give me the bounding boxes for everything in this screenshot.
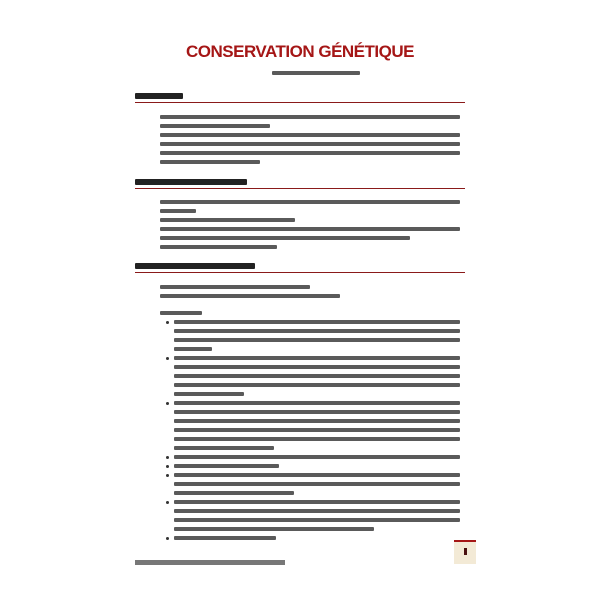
section-heading <box>135 179 247 185</box>
text-line <box>174 383 460 387</box>
text-line <box>174 491 294 495</box>
text-line <box>174 347 212 351</box>
text-line <box>160 151 460 155</box>
text-line <box>174 365 460 369</box>
bullet <box>166 357 169 360</box>
text-line <box>160 200 460 204</box>
text-line <box>174 320 460 324</box>
section-heading <box>135 93 183 99</box>
bullet <box>166 537 169 540</box>
page-number-badge-stripe <box>454 540 476 542</box>
section-heading <box>135 263 255 269</box>
text-line <box>160 245 277 249</box>
text-line <box>174 482 460 486</box>
text-line <box>174 536 276 540</box>
text-line <box>174 356 460 360</box>
text-line <box>160 227 460 231</box>
footer-line <box>135 560 285 565</box>
section-rule <box>135 188 465 189</box>
subtitle-line <box>272 71 360 75</box>
bullet <box>166 321 169 324</box>
text-line <box>160 285 310 289</box>
text-line <box>174 518 460 522</box>
text-line <box>160 115 460 119</box>
text-line <box>174 410 460 414</box>
text-line <box>174 473 460 477</box>
text-line <box>174 446 274 450</box>
text-line <box>174 464 279 468</box>
text-line <box>174 338 460 342</box>
text-line <box>174 428 460 432</box>
bullet <box>166 402 169 405</box>
bullet <box>166 456 169 459</box>
text-line <box>174 329 460 333</box>
section-rule <box>135 102 465 103</box>
text-line <box>174 527 374 531</box>
text-line <box>174 455 460 459</box>
text-line <box>160 311 202 315</box>
text-line <box>160 236 410 240</box>
text-line <box>174 374 460 378</box>
section-rule <box>135 272 465 273</box>
text-line <box>160 160 260 164</box>
text-line <box>160 218 295 222</box>
text-line <box>160 124 270 128</box>
text-line <box>174 437 460 441</box>
text-line <box>160 209 196 213</box>
bullet <box>166 474 169 477</box>
text-line <box>174 509 460 513</box>
text-line <box>160 142 460 146</box>
bullet <box>166 465 169 468</box>
text-line <box>174 419 460 423</box>
text-line <box>160 133 460 137</box>
text-line <box>174 500 460 504</box>
document-title: CONSERVATION GÉNÉTIQUE <box>186 42 414 61</box>
text-line <box>160 294 340 298</box>
text-line <box>174 401 460 405</box>
page-number-mark <box>464 548 467 555</box>
text-line <box>174 392 244 396</box>
bullet <box>166 501 169 504</box>
